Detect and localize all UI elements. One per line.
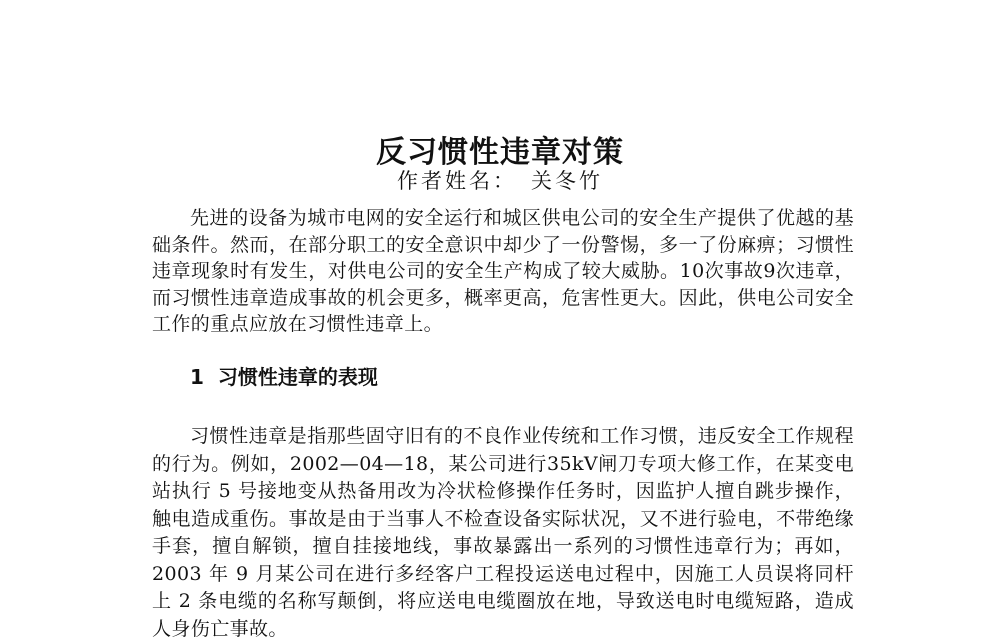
author-label: 作者姓名： (397, 169, 517, 193)
section-number: 1 (190, 365, 204, 389)
abstract-paragraph: 先进的设备为城市电网的安全运行和城区供电公司的安全生产提供了优越的基础条件。然而，在部分职工的安全意识中却少了一份警惕，多一了份麻痹；习惯性违章现象时有发生，对供电公司的安全生产构成了较大威胁。10次事故9次违章，而习惯性违章造成事故的机会更多，概率更高，危害性更大。因此，供电公司安全工作的重点应放在习惯性违章上。 (152, 207, 854, 335)
document-title: 反习惯性违章对策 (376, 135, 624, 171)
author-line (0, 166, 1000, 196)
body-paragraph: 习惯性违章是指那些固守旧有的不良作业传统和工作习惯，违反安全工作规程的行为。例如，2002—04—18，某公司进行35kV闸刀专项大修工作，在某变电站执行 5 号接地变从热备用改为冷状检修操作任务时，因监护人擅自跳步操作，触电造成重伤。事故是由于当事人不检查设备实际状况，又不进行验电，不带绝缘手套，擅自解锁，擅自挂接地线，事故暴露出一系列的习惯性违章行为；再如，2003 年 9 月某公司在进行多经客户工程投运送电过程中，因施工人员误将同杆上 2 条电缆的名称写颠倒，将应送电电缆圈放在地，导致送电时电缆短路，造成人身伤亡事故。 (152, 425, 854, 640)
section-heading (190, 363, 378, 391)
section-title: 习惯性违章的表现 (217, 365, 378, 389)
author-name: 关冬竹 (531, 169, 603, 193)
